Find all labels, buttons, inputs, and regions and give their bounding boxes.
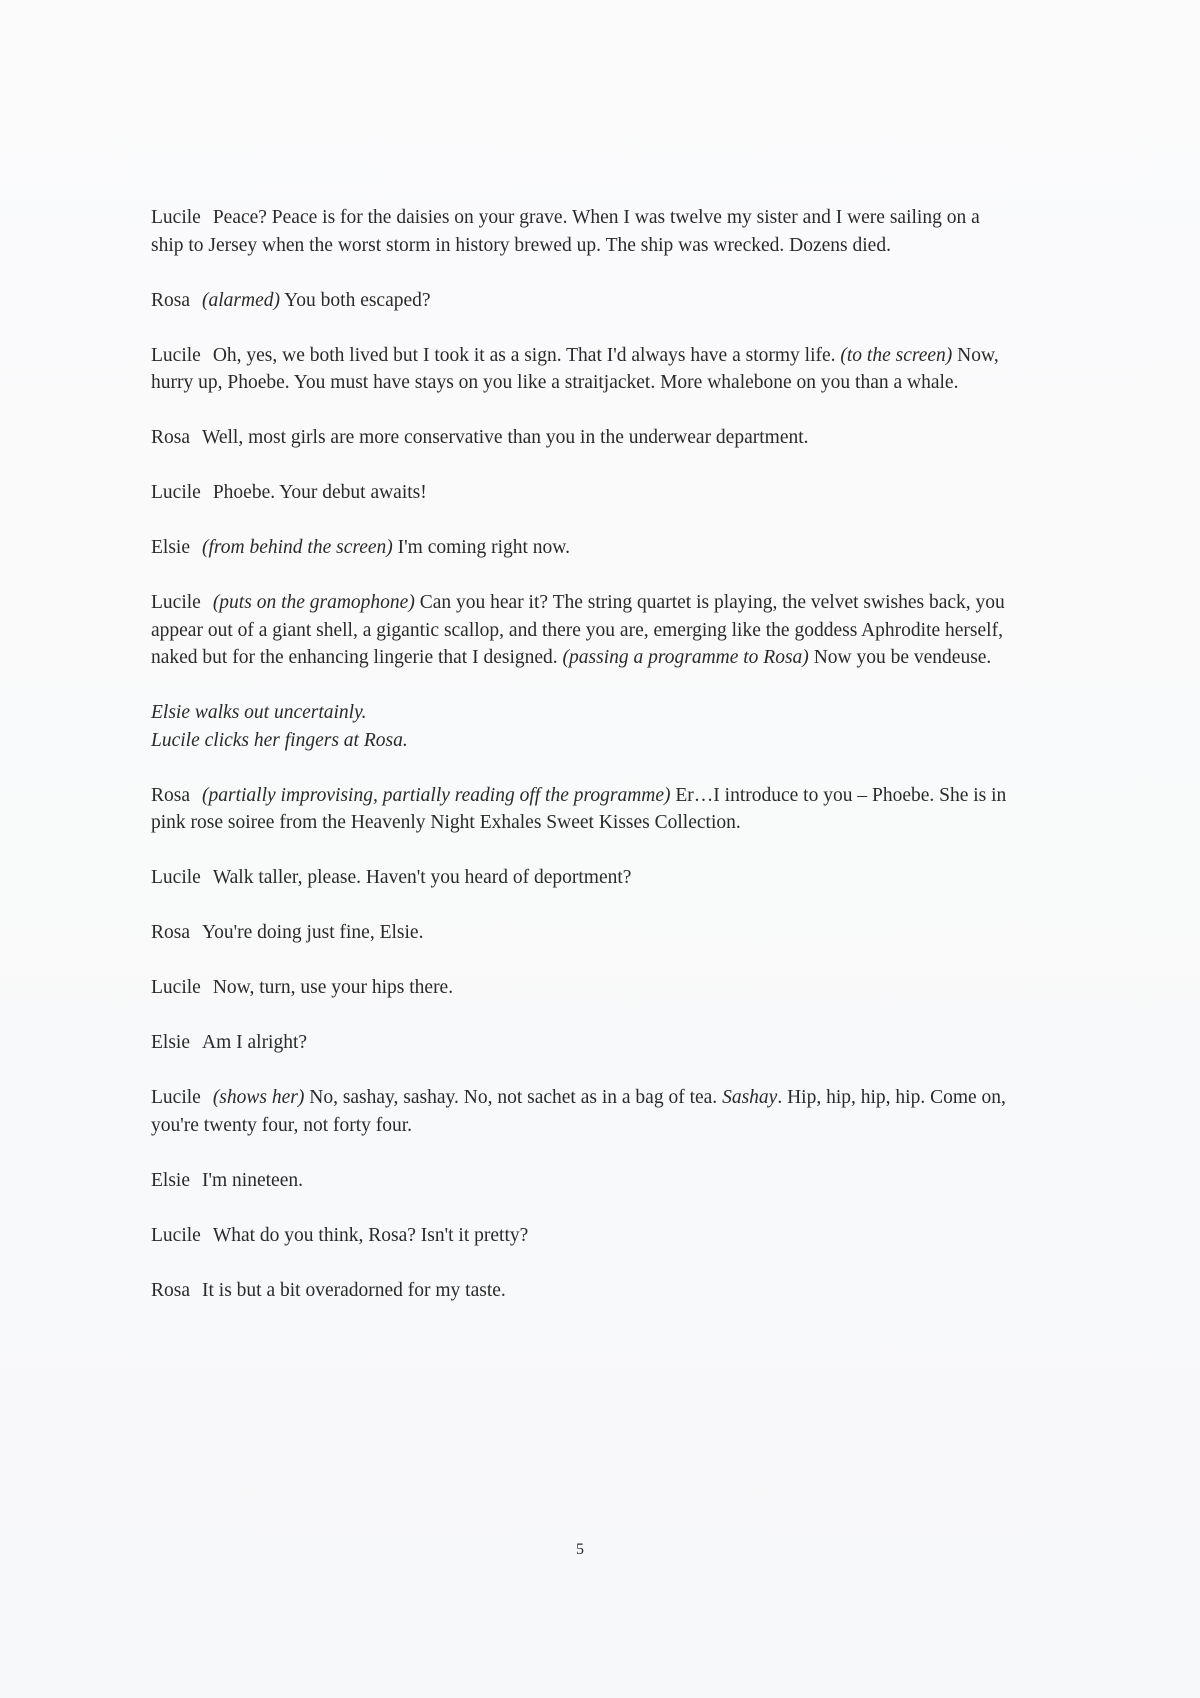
dialogue-line <box>151 589 1013 672</box>
speaker-name: Rosa <box>151 427 190 448</box>
dialogue-text: Can you hear it? The string quartet is playing, the velvet swishes back, you appear out of a giant shell, a gigantic scallop, and there you are, emerging like the goddess Aphrodite herself, naked but for the enhancing lingerie that I designed. <box>151 592 1005 668</box>
page-number: 5 <box>576 1541 584 1558</box>
dialogue-text: You both escaped? <box>284 289 431 311</box>
stage-direction-line: Lucile clicks her fingers at Rosa. <box>151 729 408 751</box>
dialogue-line <box>151 534 1013 562</box>
stage-direction-inline: (passing a programme to Rosa) <box>562 647 809 668</box>
dialogue-line <box>151 1277 1013 1305</box>
speaker-name: Rosa <box>151 784 190 806</box>
dialogue-text: Now, hurry up, Phoebe. You must have stays on you like a straitjacket. More whalebone on you than a whale. <box>151 344 999 393</box>
dialogue-line <box>151 424 1013 452</box>
stage-direction-inline: (puts on the gramophone) <box>212 592 415 613</box>
dialogue-line <box>151 204 1013 259</box>
emphasis-text: Sashay <box>722 1087 778 1108</box>
speaker-name: Rosa <box>151 289 190 311</box>
speaker-name: Lucile <box>151 592 201 613</box>
speaker-name: Lucile <box>151 1087 201 1108</box>
dialogue-text: It is but a bit overadorned for my taste. <box>202 1279 506 1301</box>
dialogue-text: Now you be vendeuse. <box>813 647 992 668</box>
dialogue-line <box>151 1222 1013 1250</box>
dialogue-text: Phoebe. Your debut awaits! <box>212 482 427 503</box>
stage-direction-inline: (shows her) <box>212 1087 305 1108</box>
stage-direction-inline: (to the screen) <box>840 344 953 366</box>
speaker-name: Lucile <box>151 867 201 888</box>
dialogue-text: Now, turn, use your hips there. <box>212 977 454 998</box>
dialogue-text: What do you think, Rosa? Isn't it pretty? <box>212 1224 529 1246</box>
stage-direction-inline: (partially improvising, partially reading off the programme) <box>202 784 671 806</box>
speaker-name: Lucile <box>151 1224 201 1246</box>
stage-direction <box>151 699 1013 754</box>
speaker-name: Lucile <box>151 977 201 998</box>
dialogue-line <box>151 782 1013 837</box>
dialogue-text: Oh, yes, we both lived but I took it as a sign. That I'd always have a stormy life. <box>212 344 836 366</box>
dialogue-text: No, sashay, sashay. No, not sachet as in a bag of tea. <box>309 1087 718 1108</box>
dialogue-line <box>151 287 1013 315</box>
speaker-name: Rosa <box>151 922 190 943</box>
speaker-name: Rosa <box>151 1279 190 1301</box>
speaker-name: Elsie <box>151 537 190 558</box>
dialogue-line <box>151 1084 1013 1139</box>
speaker-name: Lucile <box>151 207 201 228</box>
dialogue-text: Er…I introduce to you – Phoebe. She is in pink rose soiree from the Heavenly Night Exhales Sweet Kisses Collection. <box>151 784 1007 833</box>
stage-direction-line: Elsie walks out uncertainly. <box>151 702 367 723</box>
dialogue-line <box>151 919 1013 947</box>
dialogue-text: Walk taller, please. Haven't you heard of deportment? <box>212 867 632 888</box>
speaker-name: Lucile <box>151 482 201 503</box>
dialogue-text: You're doing just fine, Elsie. <box>202 922 424 943</box>
dialogue-text: Peace? Peace is for the daisies on your grave. When I was twelve my sister and I were sailing on a ship to Jersey when the worst storm in history brewed up. The ship was wrecked. Dozens died. <box>151 207 980 256</box>
dialogue-line <box>151 1167 1013 1195</box>
speaker-name: Lucile <box>151 344 201 366</box>
dialogue-text: Am I alright? <box>202 1032 308 1053</box>
speaker-name: Elsie <box>151 1169 190 1191</box>
dialogue-line <box>151 342 1013 397</box>
dialogue-text: . Hip, hip, hip, hip. Come on, you're twenty four, not forty four. <box>151 1087 1006 1136</box>
dialogue-text: Well, most girls are more conservative than you in the underwear department. <box>202 427 809 448</box>
stage-direction-inline: (alarmed) <box>202 289 280 311</box>
speaker-name: Elsie <box>151 1032 190 1053</box>
dialogue-text: I'm coming right now. <box>397 537 570 558</box>
dialogue-line <box>151 864 1013 892</box>
dialogue-line <box>151 479 1013 507</box>
dialogue-line <box>151 1029 1013 1057</box>
script-body <box>151 204 1013 1304</box>
dialogue-text: I'm nineteen. <box>202 1169 303 1191</box>
stage-direction-inline: (from behind the screen) <box>202 537 393 558</box>
dialogue-line <box>151 974 1013 1002</box>
